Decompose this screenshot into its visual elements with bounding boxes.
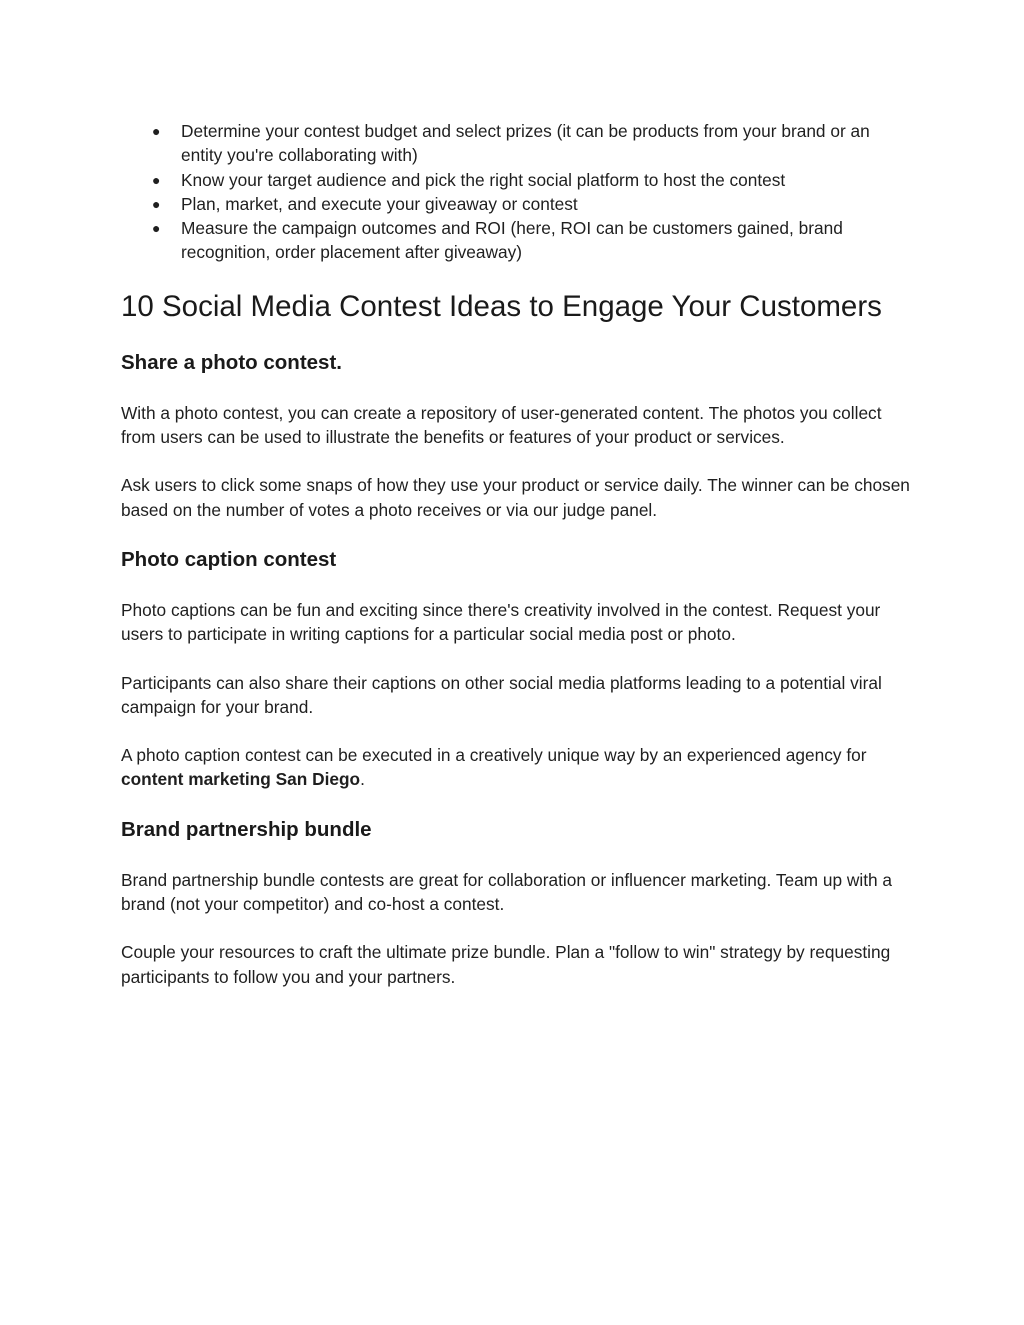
- paragraph: Participants can also share their captions on other social media platforms leading to a potential viral campaign for your brand.: [121, 672, 882, 717]
- bold-phrase: content marketing San Diego: [121, 769, 361, 790]
- bullet-icon: ●: [152, 195, 161, 212]
- paragraph: With a photo contest, you can create a repository of user-generated content. The photos you collect from users can be used to illustrate the benefits or features of your product or services.: [121, 402, 882, 448]
- list-item-text: Plan, market, and execute your giveaway or contest: [181, 193, 578, 214]
- list-item: [121, 119, 911, 168]
- list-item: [121, 192, 911, 216]
- bullet-icon: ●: [152, 171, 161, 188]
- document-page: [121, 119, 911, 989]
- paragraph-with-bold: [121, 743, 911, 792]
- main-heading: 10 Social Media Contest Ideas to Engage Your Customers: [121, 289, 882, 323]
- paragraph-tail: .: [360, 769, 365, 790]
- paragraph: Ask users to click some snaps of how they use your product or service daily. The winner can be chosen based on the number of votes a photo receives or via our judge panel.: [121, 475, 910, 520]
- paragraph: Photo captions can be fun and exciting since there's creativity involved in the contest. Request your users to participate in writing captions for a particular social media post or photo.: [121, 599, 881, 645]
- paragraph: Couple your resources to craft the ultimate prize bundle. Plan a "follow to win" strategy by requesting participants to follow you and your partners.: [121, 942, 891, 987]
- paragraph: Brand partnership bundle contests are great for collaboration or influencer marketing. Team up with a brand (not your competitor) and co-host a contest.: [121, 869, 893, 915]
- list-item-text: Determine your contest budget and select prizes (it can be products from your brand or an entity you're collaborating with): [181, 121, 870, 166]
- paragraph-lead: A photo caption contest can be executed in a creatively unique way by an experienced agency for: [121, 745, 867, 766]
- section-heading-brand-partnership-bundle: Brand partnership bundle: [121, 817, 372, 841]
- list-item: [121, 216, 911, 265]
- bullet-list: [121, 119, 911, 265]
- section-heading-photo-caption-contest: Photo caption contest: [121, 547, 337, 571]
- list-item-text: Know your target audience and pick the right social platform to host the contest: [181, 169, 786, 190]
- bullet-icon: ●: [152, 123, 161, 139]
- list-item-text: Measure the campaign outcomes and ROI (here, ROI can be customers gained, brand recognition, order placement after giveaway): [181, 218, 843, 263]
- section-heading-photo-contest: Share a photo contest.: [121, 350, 342, 374]
- list-item: [121, 168, 911, 192]
- bullet-icon: ●: [152, 220, 161, 237]
